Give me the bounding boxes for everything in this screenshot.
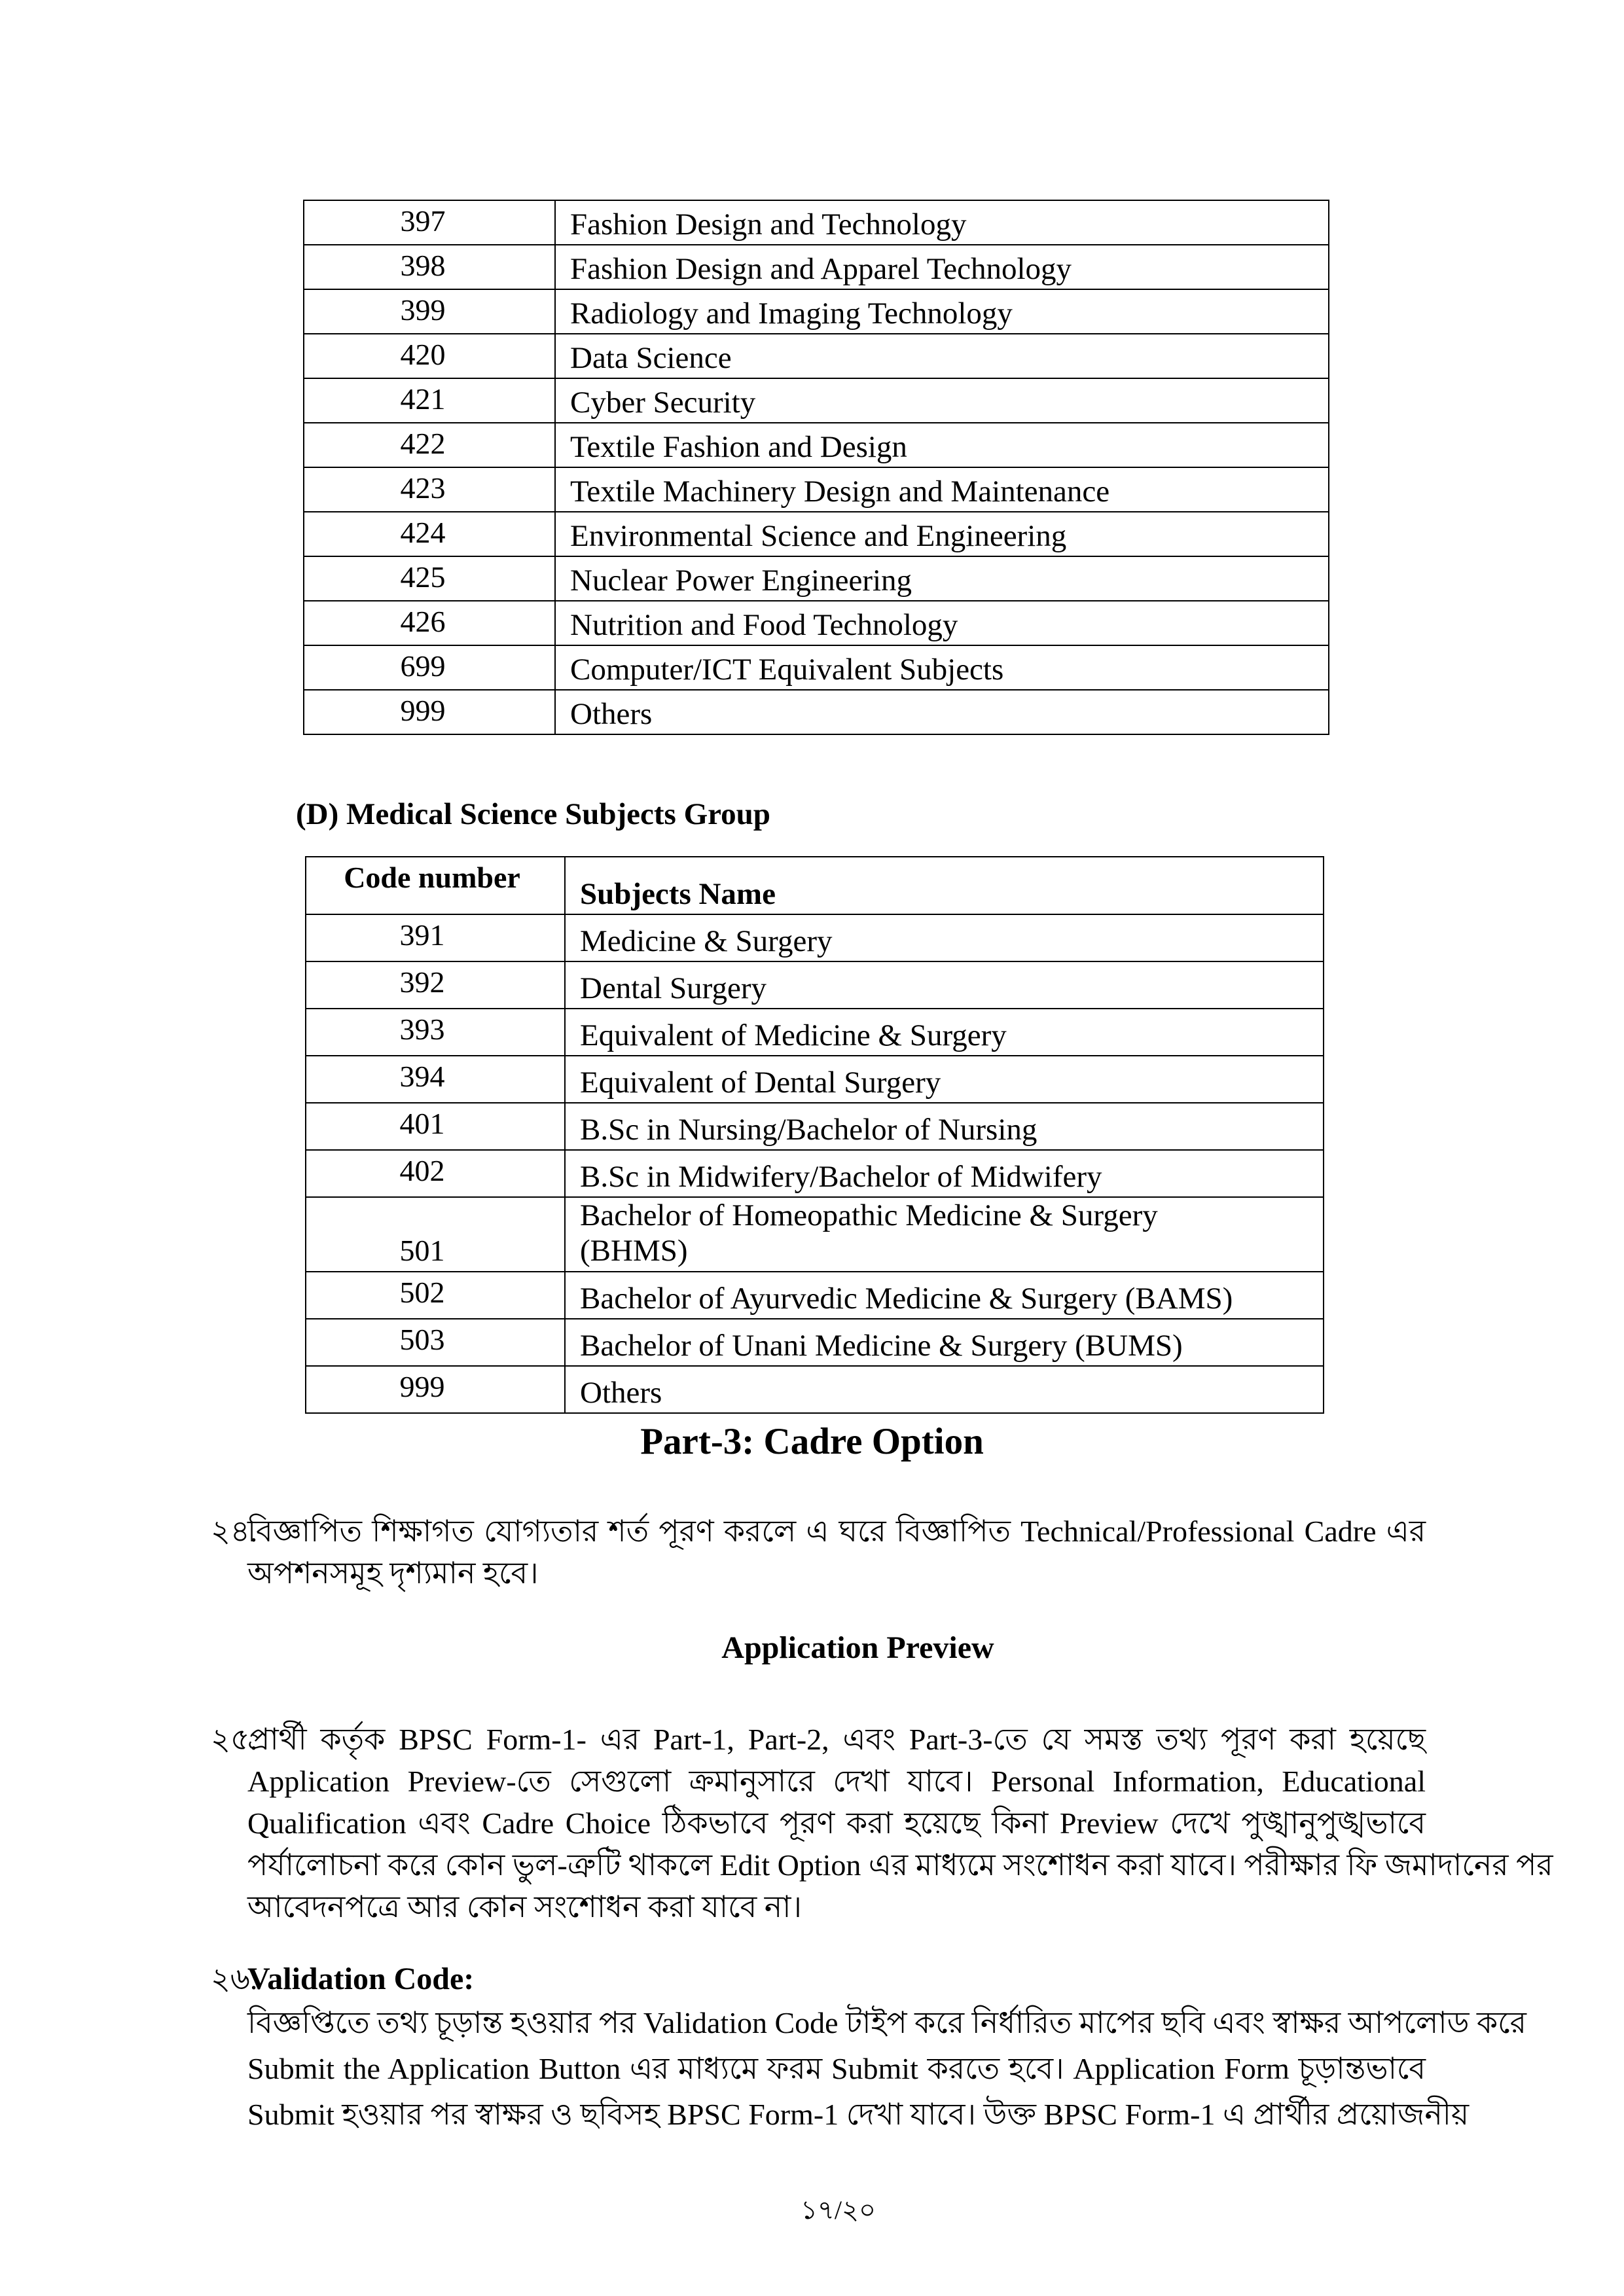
header-subjects-name: Subjects Name xyxy=(565,857,1324,914)
medical-subjects-table xyxy=(305,856,1324,1414)
validation-code-title: Validation Code: xyxy=(247,1962,475,1996)
code-cell: 421 xyxy=(304,378,555,423)
subject-cell: Dental Surgery xyxy=(565,961,1324,1009)
table-row xyxy=(306,1009,1324,1056)
subject-cell: Fashion Design and Technology xyxy=(555,200,1329,245)
subject-cell: Data Science xyxy=(555,334,1329,378)
header-code-number: Code number xyxy=(306,857,565,914)
table-row xyxy=(306,1366,1324,1413)
paragraph-line: আবেদনপত্রে আর কোন সংশোধন করা যাবে না। xyxy=(247,1890,802,1924)
item-number: ২৫. xyxy=(211,1723,258,1756)
subject-cell: Fashion Design and Apparel Technology xyxy=(555,245,1329,289)
subject-cell: Others xyxy=(555,690,1329,734)
subject-cell: Radiology and Imaging Technology xyxy=(555,289,1329,334)
subject-cell: Environmental Science and Engineering xyxy=(555,512,1329,556)
code-cell: 425 xyxy=(304,556,555,601)
paragraph-line: পর্যালোচনা করে কোন ভুল-ত্রুটি থাকলে Edit Option এর মাধ্যমে সংশোধন করা যাবে। পরীক্ষার ফি জমাদানের পর xyxy=(247,1848,1553,1882)
paragraph-line: প্রার্থী কর্তৃক BPSC Form-1- এর Part-1, Part-2, এবং Part-3-তে যে সমস্ত তথ্য পূরণ করা হয়েছে xyxy=(247,1723,1426,1756)
table-row xyxy=(304,512,1329,556)
item-24-paragraph xyxy=(247,1511,1426,1594)
paragraph-line: অপশনসমূহ দৃশ্যমান হবে। xyxy=(247,1556,539,1590)
code-cell: 399 xyxy=(304,289,555,334)
code-cell: 999 xyxy=(304,690,555,734)
table-row xyxy=(306,1197,1324,1272)
subject-cell: Equivalent of Dental Surgery xyxy=(565,1056,1324,1103)
code-cell: 398 xyxy=(304,245,555,289)
table-row xyxy=(304,378,1329,423)
table-header-row xyxy=(306,857,1324,914)
subject-cell: Textile Fashion and Design xyxy=(555,423,1329,467)
subject-cell: Nuclear Power Engineering xyxy=(555,556,1329,601)
code-cell: 397 xyxy=(304,200,555,245)
paragraph-line: বিজ্ঞপ্তিতে তথ্য চূড়ান্ত হওয়ার পর Validation Code টাইপ করে নির্ধারিত মাপের ছবি এবং স্বাক্ষর আপলোড করে xyxy=(247,2006,1526,2039)
page-number: ১৭/২০ xyxy=(800,2195,876,2225)
subject-cell: Others xyxy=(565,1366,1324,1413)
code-cell: 424 xyxy=(304,512,555,556)
application-preview-title: Application Preview xyxy=(721,1630,994,1665)
code-cell: 502 xyxy=(306,1272,565,1319)
item-number: ২৬. xyxy=(211,1962,258,1996)
paragraph-line: Application Preview-তে সেগুলো ক্রমানুসারে দেখা যাবে। Personal Information, Educational xyxy=(247,1765,1426,1798)
subject-cell: B.Sc in Midwifery/Bachelor of Midwifery xyxy=(565,1150,1324,1197)
code-cell: 699 xyxy=(304,645,555,690)
table-row xyxy=(304,467,1329,512)
code-cell: 420 xyxy=(304,334,555,378)
subject-cell: Textile Machinery Design and Maintenance xyxy=(555,467,1329,512)
code-cell: 999 xyxy=(306,1366,565,1413)
table-row xyxy=(306,1103,1324,1150)
table-row xyxy=(304,245,1329,289)
table-row xyxy=(306,1319,1324,1366)
table-row xyxy=(304,289,1329,334)
table-row xyxy=(304,200,1329,245)
code-cell: 503 xyxy=(306,1319,565,1366)
table-row xyxy=(304,556,1329,601)
table-row xyxy=(306,1272,1324,1319)
table-row xyxy=(304,423,1329,467)
table-row xyxy=(304,690,1329,734)
paragraph-line: Qualification এবং Cadre Choice ঠিকভাবে পূরণ করা হয়েছে কিনা Preview দেখে পুঙ্খানুপুঙ্খভাবে xyxy=(247,1806,1426,1840)
subject-cell: Cyber Security xyxy=(555,378,1329,423)
table-row xyxy=(306,1150,1324,1197)
code-cell: 426 xyxy=(304,601,555,645)
paragraph-line: Submit হওয়ার পর স্বাক্ষর ও ছবিসহ BPSC Form-1 দেখা যাবে। উক্ত BPSC Form-1 এ প্রার্থীর প্রয়োজনীয় xyxy=(247,2098,1470,2131)
paragraph-line: Submit the Application Button এর মাধ্যমে ফরম Submit করতে হবে। Application Form চূড়ান্তভাবে xyxy=(247,2052,1426,2085)
subjects-table-continued xyxy=(303,200,1329,735)
code-cell: 422 xyxy=(304,423,555,467)
table-row xyxy=(306,961,1324,1009)
subject-line-1: Bachelor of Homeopathic Medicine & Surgery xyxy=(580,1198,1158,1232)
subject-cell: Nutrition and Food Technology xyxy=(555,601,1329,645)
table-row xyxy=(304,601,1329,645)
subject-cell: Equivalent of Medicine & Surgery xyxy=(565,1009,1324,1056)
subject-cell: Bachelor of Ayurvedic Medicine & Surgery (BAMS) xyxy=(565,1272,1324,1319)
item-25-paragraph xyxy=(247,1719,1553,1928)
table-row xyxy=(306,914,1324,961)
table-row xyxy=(304,645,1329,690)
paragraph-line: বিজ্ঞাপিত শিক্ষাগত যোগ্যতার শর্ত পূরণ করলে এ ঘরে বিজ্ঞাপিত Technical/Professional Cadre এর xyxy=(247,1515,1426,1548)
table-row xyxy=(304,334,1329,378)
item-26-paragraph xyxy=(247,2000,1526,2138)
subject-cell xyxy=(565,1197,1324,1272)
subject-cell: B.Sc in Nursing/Bachelor of Nursing xyxy=(565,1103,1324,1150)
subject-cell: Medicine & Surgery xyxy=(565,914,1324,961)
subject-cell: Computer/ICT Equivalent Subjects xyxy=(555,645,1329,690)
code-cell: 423 xyxy=(304,467,555,512)
item-number: ২৪. xyxy=(211,1515,258,1548)
part3-title: Part-3: Cadre Option xyxy=(640,1421,984,1462)
medical-section-heading: (D) Medical Science Subjects Group xyxy=(296,797,770,831)
code-cell: 392 xyxy=(306,961,565,1009)
code-cell: 393 xyxy=(306,1009,565,1056)
code-cell: 501 xyxy=(306,1197,565,1272)
subject-cell: Bachelor of Unani Medicine & Surgery (BUMS) xyxy=(565,1319,1324,1366)
subject-line-2: (BHMS) xyxy=(580,1234,688,1268)
code-cell: 402 xyxy=(306,1150,565,1197)
code-cell: 401 xyxy=(306,1103,565,1150)
table-row xyxy=(306,1056,1324,1103)
code-cell: 391 xyxy=(306,914,565,961)
code-cell: 394 xyxy=(306,1056,565,1103)
